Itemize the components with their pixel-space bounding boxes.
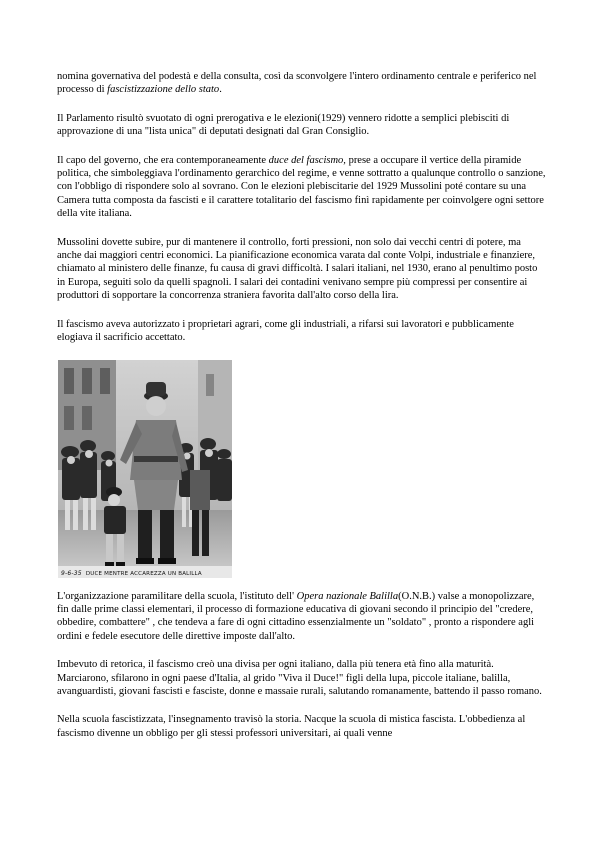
paragraph-text: (O.N.B.) valse a monopolizzare, fin dalle prime classi elementari, il processo di formazione educativa di giovani secondo il principio del "credere, obbedire, combattere" , che tendeva a fare di ogni cittadino essenzialmente un "soldato" , pronto a rispondere agli ordini e fedele esecutore delle direttive imposte dall'alto.: [57, 590, 535, 642]
emphasis-text: duce del fascismo,: [268, 154, 346, 166]
paragraph-4: Mussolini dovette subire, pur di mantenere il controllo, forti pressioni, non solo dai vecchi centri di potere, ma anche dai maggiori centri economici. La pianificazione economica varata dal conte Volpi, industriale e finanziere, chiamato al ministero delle finanze, fu causa di gravi difficoltà. I salari italiani, nel 1930, erano al penultimo posto in Europa, seguiti solo da quelli spagnoli. I salari dei contadini venivano sempre più compressi per consentire ai produttori di sopportare la concorrenza straniera favorita dall'alto corso della lira.: [57, 236, 538, 302]
paragraph-3: [57, 154, 547, 221]
paragraph-2: Il Parlamento risultò svuotato di ogni prerogativa e le elezioni(1929) vennero ridotte a semplici plebisciti di approvazione di una "lista unica" di deputati designati dal Gran Consiglio.: [57, 112, 510, 138]
photo-date: 9-6-35: [61, 569, 82, 577]
paragraph-5: Il fascismo aveva autorizzato i proprietari agrari, come gli industriali, a rifarsi sui lavoratori e pubblicamente elogiava il sacrificio accettato.: [57, 318, 514, 344]
document-page: [57, 70, 547, 755]
emphasis-text: fascistizzazione dello stato: [107, 84, 220, 96]
photo-caption: [61, 570, 202, 577]
paragraph-8: Nella scuola fascistizzata, l'insegnamento travisò la storia. Nacque la scuola di mistica fascista. L'obbedienza al fascismo divenne un obbligo per gli stessi professori universitari, ai quali venne: [57, 714, 526, 739]
paragraph-1: [57, 70, 547, 97]
paragraph-text: Il capo del governo, che era contemporaneamente: [57, 154, 269, 166]
paragraph-6: [57, 590, 547, 644]
paragraph-text: .: [219, 84, 222, 96]
emphasis-text: Opera nazionale Balilla: [296, 590, 399, 602]
paragraph-text: nomina governativa del podestà e della consulta, così da sconvolgere l'intero ordinamento centrale e periferico nel processo di: [57, 71, 537, 96]
paragraph-text: L'organizzazione paramilitare della scuola, l'istituto dell': [57, 590, 297, 602]
historical-photo: [58, 360, 232, 578]
paragraph-7: Imbevuto di retorica, il fascismo creò una divisa per ogni italiano, dalla più tenera età fino alla maturità. Marciarono, sfilarono in ogni paese d'Italia, al grido "Viva il Duce!" figli della lupa, piccole italiane, balilla, avanguardisti, giovani fascisti e fasciste, donne e massaie rurali, salutando romanamente, battendo il passo romano.: [57, 659, 542, 697]
photo-illustration: [58, 360, 232, 578]
paragraph-text: prese a occupare il vertice della piramide politica, che simboleggiava l'ordinamento gerarchico del regime, e venne sottratto a qualunque controllo o sanzione, con l'obbligo di rispondere solo al sovrano. Con le elezioni plebiscitarie del 1929 Mussolini poté contare su una Camera tutta composta da fascisti e il carattere totalitario del fascismo finì rapidamente per coinvolgere ogni settore della vite italiana.: [57, 154, 546, 220]
photo-caption-text: DUCE MENTRE ACCAREZZA UN BALILLA: [85, 570, 202, 577]
